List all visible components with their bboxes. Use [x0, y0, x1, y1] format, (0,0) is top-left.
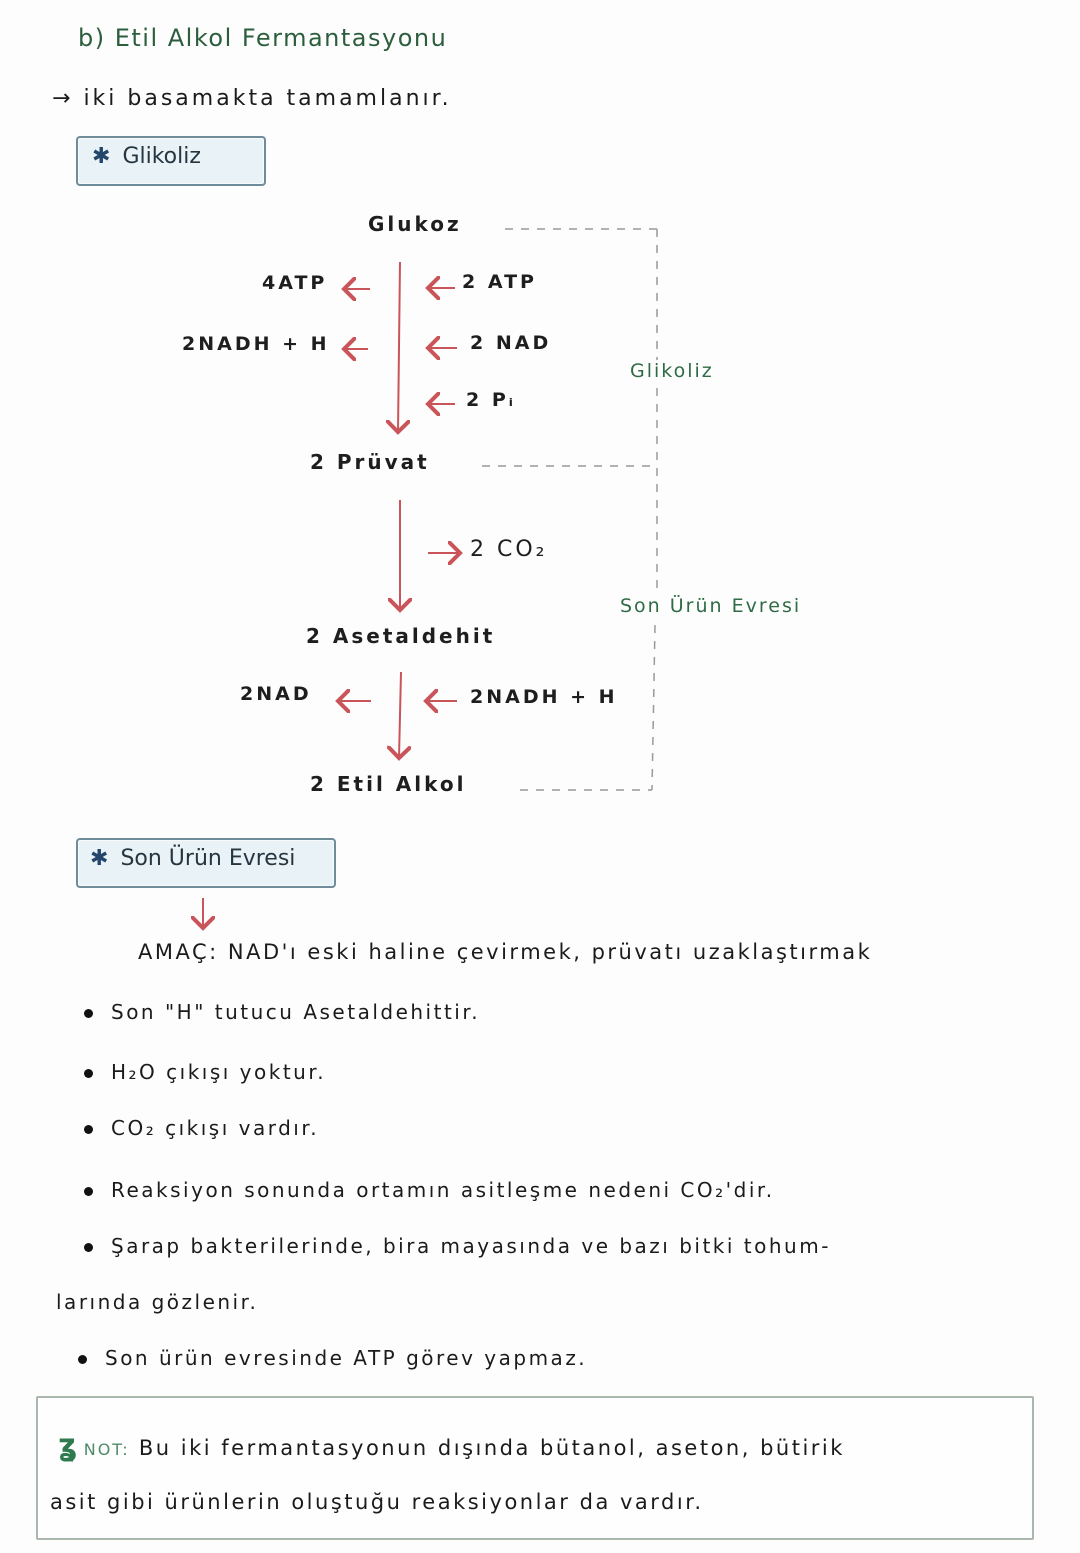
- purpose-text: AMAÇ: NAD'ı eski haline çevirmek, prüvatı uzaklaştırmak: [138, 940, 873, 964]
- output-co2: 2 CO₂: [470, 537, 548, 562]
- bullet-dot-icon: [84, 1125, 93, 1134]
- bracket-label-glycolysis: Glikoliz: [630, 360, 714, 382]
- note-prefix: NOT:: [83, 1440, 130, 1459]
- bullet-item: H₂O çıkışı yoktur.: [84, 1060, 326, 1084]
- section-label: Glikoliz: [122, 144, 201, 169]
- note-box: [36, 1396, 1034, 1540]
- note-line-1: ʓNOT: Bu iki fermantasyonun dışında bütanol, aseton, bütirik: [58, 1428, 845, 1463]
- bullet-item: Şarap bakterilerinde, bira mayasında ve bazı bitki tohum-: [84, 1234, 831, 1258]
- right-arrow-icon: →: [52, 86, 74, 111]
- page-title: b) Etil Alkol Fermantasyonu: [78, 24, 448, 52]
- bullet-dot-icon: [84, 1009, 93, 1018]
- note-pin-icon: ʓ: [58, 1428, 80, 1463]
- bullet-item: CO₂ çıkışı vardır.: [84, 1116, 319, 1140]
- output-nad: 2NAD: [240, 683, 312, 705]
- output-nadh: 2NADH + H: [182, 333, 330, 355]
- bullet-dot-icon: [78, 1355, 87, 1364]
- node-pyruvate: 2 Prüvat: [310, 450, 430, 474]
- bullet-item: Son "H" tutucu Asetaldehittir.: [84, 1000, 480, 1024]
- section-box-final-product: [76, 838, 336, 888]
- note-line-2: asit gibi ürünlerin oluştuğu reaksiyonlar da vardır.: [50, 1490, 704, 1514]
- intro-text: iki basamakta tamamlanır.: [83, 86, 452, 111]
- down-arrow-reduction: [399, 672, 401, 758]
- node-glucose: Glukoz: [368, 212, 462, 236]
- asterisk-icon: ✱: [92, 144, 111, 169]
- input-phosphate: 2 Pᵢ: [466, 389, 516, 411]
- bullet-item: Son ürün evresinde ATP görev yapmaz.: [78, 1346, 587, 1370]
- bullet-item: Reaksiyon sonunda ortamın asitleşme nedeni CO₂'dir.: [84, 1178, 775, 1202]
- section-label: Son Ürün Evresi: [120, 846, 296, 871]
- bullet-dot-icon: [84, 1187, 93, 1196]
- down-arrow-glycolysis: [398, 262, 400, 432]
- input-nadh: 2NADH + H: [470, 686, 618, 708]
- node-acetaldehyde: 2 Asetaldehit: [306, 624, 496, 648]
- bracket-label-final-product: Son Ürün Evresi: [620, 595, 802, 617]
- output-atp: 4ATP: [262, 272, 328, 294]
- bullet-continuation: larında gözlenir.: [56, 1290, 259, 1314]
- input-nad: 2 NAD: [470, 332, 552, 354]
- input-atp: 2 ATP: [462, 271, 537, 293]
- bullet-dot-icon: [84, 1243, 93, 1252]
- asterisk-icon: ✱: [90, 846, 109, 871]
- node-ethanol: 2 Etil Alkol: [310, 772, 467, 796]
- bullet-dot-icon: [84, 1069, 93, 1078]
